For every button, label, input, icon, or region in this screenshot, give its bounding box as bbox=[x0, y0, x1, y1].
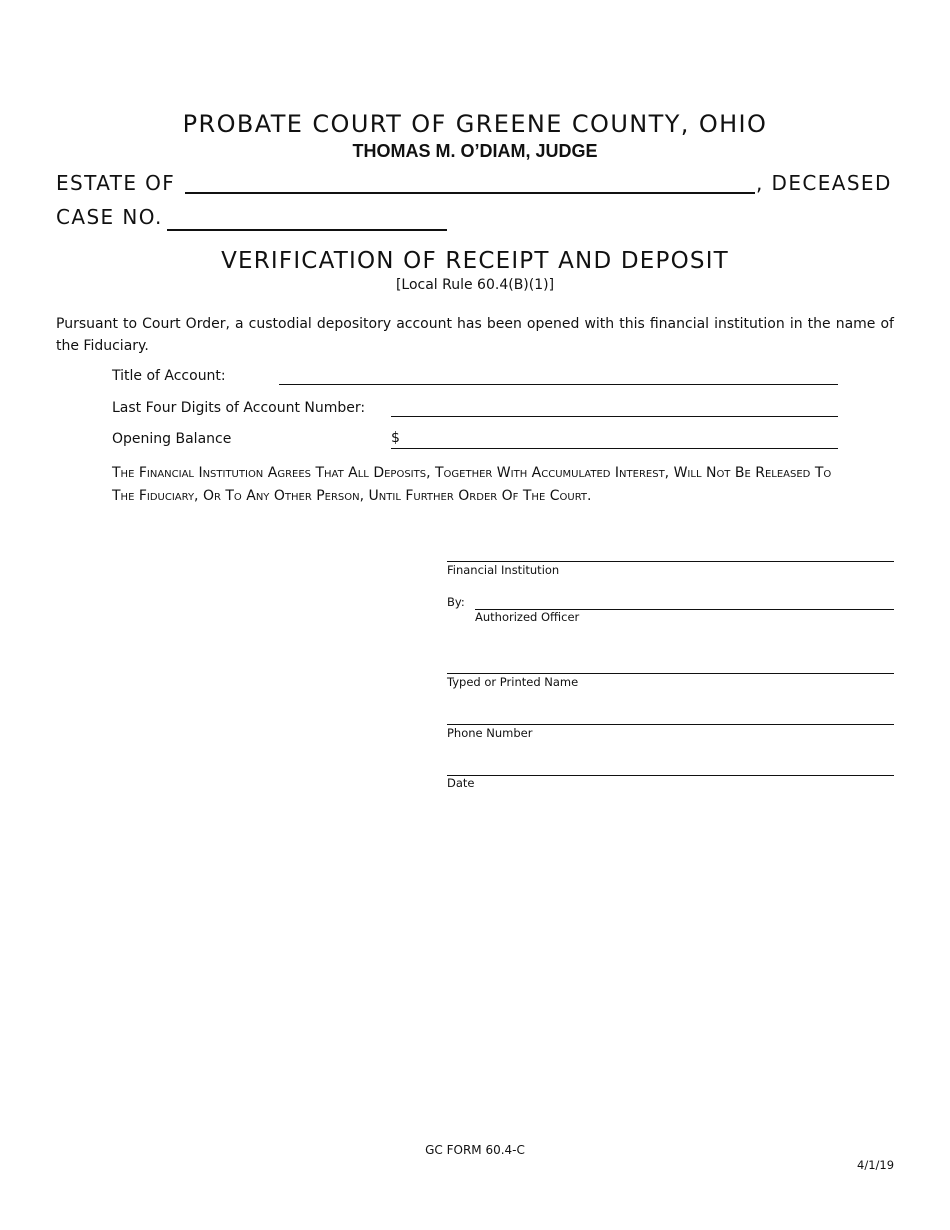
authorized-officer-label: Authorized Officer bbox=[475, 610, 580, 624]
account-digits-field[interactable] bbox=[391, 416, 838, 417]
court-name: PROBATE COURT OF GREENE COUNTY, OHIO bbox=[182, 110, 768, 138]
financial-institution-label: Financial Institution bbox=[447, 563, 560, 577]
case-number-field[interactable] bbox=[167, 229, 447, 231]
opening-balance-field[interactable] bbox=[391, 448, 838, 449]
financial-institution-field[interactable] bbox=[447, 561, 894, 562]
date-label: Date bbox=[447, 776, 475, 790]
case-number-label: CASE NO. bbox=[56, 205, 163, 229]
phone-number-label: Phone Number bbox=[447, 726, 533, 740]
phone-number-field[interactable] bbox=[447, 724, 894, 725]
intro-paragraph: Pursuant to Court Order, a custodial depository account has been opened with this financial institution in the name of the Fiduciary. bbox=[56, 316, 894, 354]
agreement-statement: The Financial Institution Agrees That All Deposits, Together With Accumulated Interest, Will Not Be Released To The Fiduciary, Or To Any Other Person, Until Further Order Of The Court. bbox=[112, 465, 832, 504]
title-of-account-label: Title of Account: bbox=[112, 368, 226, 384]
date-field[interactable] bbox=[447, 775, 894, 776]
judge-name: THOMAS M. O’DIAM, JUDGE bbox=[352, 141, 598, 161]
revision-date: 4/1/19 bbox=[857, 1158, 895, 1172]
opening-balance-label: Opening Balance bbox=[112, 431, 232, 447]
title-of-account-field[interactable] bbox=[279, 384, 838, 385]
currency-symbol: $ bbox=[391, 430, 400, 446]
account-digits-label: Last Four Digits of Account Number: bbox=[112, 400, 366, 416]
typed-name-field[interactable] bbox=[447, 673, 894, 674]
deceased-label: , DECEASED bbox=[756, 171, 892, 195]
typed-name-label: Typed or Printed Name bbox=[447, 675, 579, 689]
by-label: By: bbox=[447, 595, 465, 609]
estate-label: ESTATE OF bbox=[56, 171, 176, 195]
form-title: VERIFICATION OF RECEIPT AND DEPOSIT bbox=[221, 248, 729, 274]
form-number: GC FORM 60.4-C bbox=[425, 1143, 525, 1157]
local-rule: [Local Rule 60.4(B)(1)] bbox=[395, 277, 555, 293]
estate-name-field[interactable] bbox=[185, 192, 755, 194]
